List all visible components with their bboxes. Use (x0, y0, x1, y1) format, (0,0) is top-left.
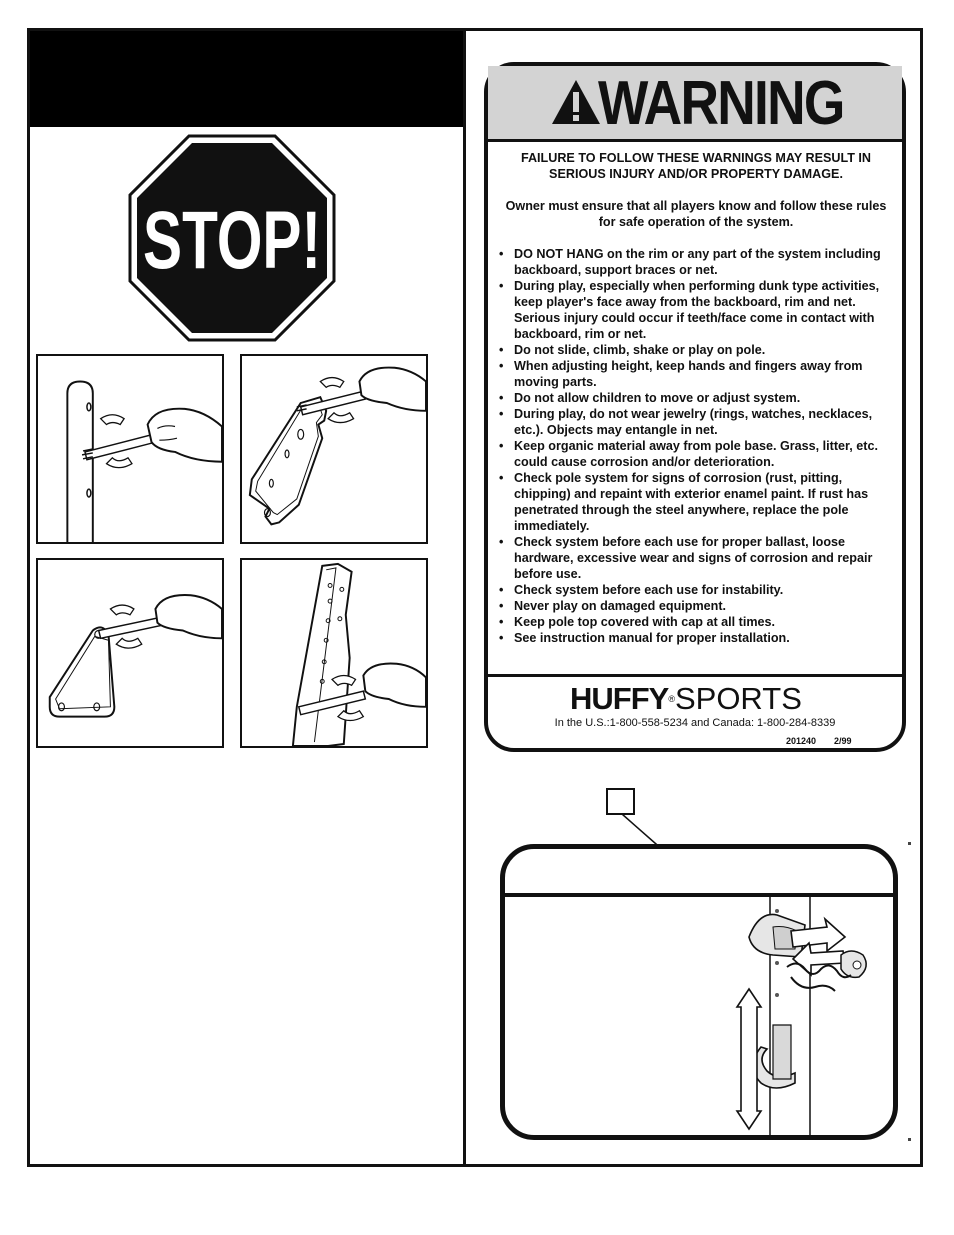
warning-bullet-list (496, 246, 896, 646)
list-item: • Keep pole top covered with cap at all times. (496, 614, 896, 630)
warning-title: WARNING (598, 69, 844, 138)
warning-triangle-icon (550, 78, 602, 126)
label-date: 2/99 (834, 736, 852, 746)
warning-footer-divider (488, 674, 902, 677)
detail-panel (500, 844, 898, 1140)
left-header-bar (30, 31, 463, 127)
brand-sports: SPORTS (674, 681, 802, 716)
stop-sign-icon (128, 134, 336, 342)
brand-logo (570, 682, 802, 716)
warning-header (488, 66, 902, 142)
column-divider (463, 28, 466, 1167)
contact-numbers: In the U.S.:1-800-558-5234 and Canada: 1-800-284-8339 (554, 717, 836, 729)
label-code (786, 736, 852, 746)
registration-tick (908, 842, 911, 845)
list-item: • Do not slide, climb, shake or play on pole. (496, 342, 896, 358)
warning-intro-2: Owner must ensure that all players know and follow these rules for safe operation of the system. (505, 199, 887, 229)
brand-huffy: HUFFY (570, 681, 669, 716)
warning-body (496, 150, 896, 646)
list-item: • Do not allow children to move or adjust system. (496, 390, 896, 406)
illustration-plate-pin (36, 558, 224, 748)
list-item: • DO NOT HANG on the rim or any part of the system including backboard, support braces or net. (496, 246, 896, 278)
list-item: • Keep organic material away from pole base. Grass, litter, etc. could cause corrosion and/or deterioration. (496, 438, 896, 470)
illustration-pole-pin (36, 354, 224, 544)
list-item: • Check pole system for signs of corrosion (rust, pitting, chipping) and repaint with exterior enamel paint. If rust has penetrated through the steel anywhere, replace the pole immediately. (496, 470, 896, 534)
list-item: • During play, do not wear jewelry (rings, watches, necklaces, etc.). Objects may entangle in net. (496, 406, 896, 438)
warning-label (484, 62, 906, 752)
brand-registered-mark: ® (668, 694, 675, 704)
label-part-number: 201240 (786, 736, 817, 746)
list-item: • Check system before each use for instability. (496, 582, 896, 598)
illustration-bracket-pin (240, 354, 428, 544)
height-adjust-illustration (505, 897, 893, 1137)
list-item: • See instruction manual for proper installation. (496, 630, 896, 646)
illustration-upright-pin (240, 558, 428, 748)
list-item: • When adjusting height, keep hands and fingers away from moving parts. (496, 358, 896, 390)
list-item: • Check system before each use for proper ballast, loose hardware, excessive wear and signs of corrosion and repair before use. (496, 534, 896, 582)
stop-sign-text: STOP! (143, 195, 321, 286)
list-item: • During play, especially when performing dunk type activities, keep player's face away from the backboard, rim and net. Serious injury could occur if teeth/face come in contact with backboard, rim or net. (496, 278, 896, 342)
registration-tick (908, 1138, 911, 1141)
list-item: • Never play on damaged equipment. (496, 598, 896, 614)
warning-intro-1: FAILURE TO FOLLOW THESE WARNINGS MAY RESULT IN SERIOUS INJURY AND/OR PROPERTY DAMAGE. (520, 151, 872, 181)
callout-box (606, 788, 635, 815)
